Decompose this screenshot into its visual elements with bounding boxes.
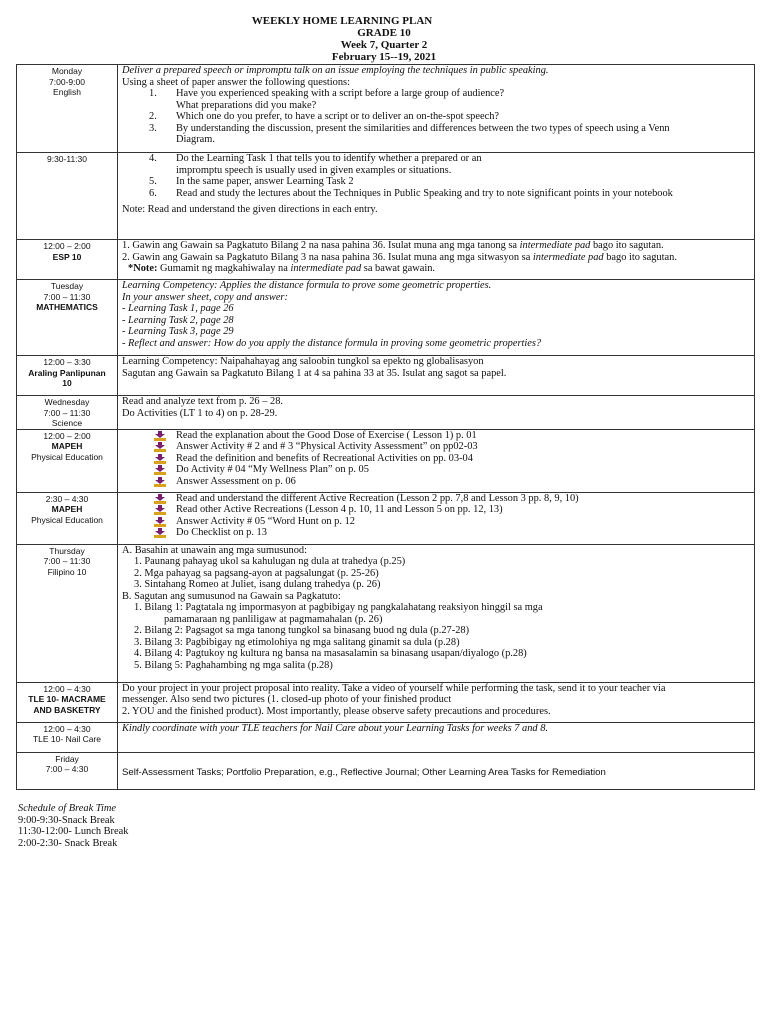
list-number: 2. [149,111,157,122]
subject-label: ESP 10 [52,251,82,262]
subject-label: TLE 10- MACRAME [28,694,106,704]
task-text: Self-Assessment Tasks; Portfolio Preparation, e.g., Reflective Journal; Other Learning Area Tasks for Remediation [122,766,606,778]
schedule-cell [17,396,118,430]
list-number: 6. [149,187,157,199]
bullet-arrow-icon [154,517,166,527]
list-item: 2. Bilang 2: Pagsagot sa mga tanong tungkol sa binasang buod ng dula (p.27-28) [134,625,470,636]
note-text: Note: Read and understand the given directions in each entry. [122,204,378,215]
task-text-italic: intermediate pad [519,240,591,251]
competency-text: Learning Competency: Applies the distance formula to prove some geometric properties. [122,280,492,291]
bullet-arrow-icon [154,528,166,538]
bullet-arrow-icon [154,431,166,441]
table-row [17,240,755,280]
bullet-arrow-icon [154,505,166,515]
list-item: By understanding the discussion, present the similarities and differences between the two types of speech using a Venn [176,122,670,134]
time-label: 12:00 – 4:30 [43,683,91,694]
time-label: 12:00 – 2:00 [43,241,91,251]
task-text: bago ito sagutan. [603,251,677,263]
table-row [17,544,755,682]
list-item: - Learning Task 3, page 29 [122,326,234,337]
bullet-arrow-icon [154,494,166,504]
table-row [17,396,755,430]
list-item: Read other Active Recreations (Lesson 4 p. 10, 11 and Lesson 5 on pp. 12, 13) [176,504,503,515]
list-number: 1. [149,88,157,99]
schedule-cell [17,280,118,356]
time-label: 7:00 – 11:30 [43,291,91,302]
task-text: bago ito sagutan. [590,240,664,251]
table-row [17,356,755,396]
note-text: Gumamit ng magkahiwalay na [157,263,291,274]
week-label: Week 7, Quarter 2 [340,39,428,51]
date-range: February 15--19, 2021 [331,51,437,63]
instruction-text: In your answer sheet, copy and answer: [122,291,288,303]
activity-cell [118,356,755,396]
bullet-arrow-icon [154,442,166,452]
day-label: Monday [51,66,83,76]
time-label: 12:00 – 4:30 [43,723,91,734]
day-label: Friday [55,753,79,764]
list-item: 3. Bilang 3: Pagbibigay ng etimolohiya ng mga salitang ginamit sa dula (p.28) [134,636,460,648]
task-text: Do your project in your project proposal into reality. Take a video of yourself while performing the task, send it to your teacher via [122,682,666,694]
list-item-continuation: What preparations did you make? [176,99,317,111]
schedule-cell [17,752,118,789]
list-item: Have you experienced speaking with a script before a large group of audience? [176,88,505,99]
subject-label: Science [51,418,83,428]
time-label: 2:30 – 4:30 [45,493,89,504]
list-item: 3. Sintahang Romeo at Juliet, isang dulang trahedya (p. 26) [134,579,381,590]
subject-label: English [53,87,81,97]
list-item: Do Checklist on p. 13 [176,527,267,538]
list-item: Answer Assessment on p. 06 [176,475,296,487]
table-row [17,682,755,722]
bullet-arrow-icon [154,477,166,487]
table-row [17,280,755,356]
instruction-text: Sagutan ang Gawain sa Pagkatuto Bilang 1 at 4 sa pahina 33 at 35. Isulat ang sagot sa papel. [122,367,507,379]
break-item: 2:00-2:30- Snack Break [18,837,118,849]
section-heading: A. Basahin at unawain ang mga sumusunod: [122,544,307,556]
activity-cell [118,752,755,789]
list-item: In the same paper, answer Learning Task 2 [176,176,354,187]
task-text: Kindly coordinate with your TLE teachers for Nail Care about your Learning Tasks for weeks 7 and 8. [122,722,549,734]
activity-cell [118,153,755,240]
task-text: 2. YOU and the finished product). Most importantly, please observe safety precautions and procedures. [122,705,551,717]
table-row [17,65,755,153]
list-item: Which one do you prefer, to have a script or to deliver an on-the-spot speech? [176,111,500,122]
list-item: Read the definition and benefits of Recreational Activities on pp. 03-04 [176,452,473,464]
list-item: Read and study the lectures about the Techniques in Public Speaking and try to note significant points in your notebook [176,187,673,199]
schedule-cell [17,682,118,722]
bullet-arrow-icon [154,454,166,464]
list-item: 4. Bilang 4: Pagtukoy ng kultura ng bansa na masasalamin sa binasang usapan/diyalogo (p.28) [134,648,527,659]
time-label: 12:00 – 3:30 [43,357,91,367]
list-item: - Learning Task 1, page 26 [122,303,234,314]
list-item-continuation: pamamaraan ng panliligaw at pagmamahalan (p. 26) [164,613,383,625]
list-item-continuation: impromptu speech is usually used in given examples or situations. [176,164,452,176]
list-item: 1. Bilang 1: Pagtatala ng impormasyon at pagbibigay ng pangkalahatang reaksiyon hinggil sa mga [134,602,543,613]
grade-label: GRADE 10 [357,27,411,39]
activity-cell [118,280,755,356]
subject-label: MAPEH [51,441,83,451]
break-schedule [18,803,128,849]
list-item: Read the explanation about the Good Dose of Exercise ( Lesson 1) p. 01 [176,429,477,441]
task-text: 2. Gawin ang Gawain sa Pagkatuto Bilang 3 na nasa pahina 36. Isulat muna ang mga sitwasyon sa [122,251,533,263]
task-text: 1. Gawin ang Gawain sa Pagkatuto Bilang 2 na nasa pahina 36. Isulat muna ang mga tanong sa [122,240,520,251]
section-heading: B. Sagutan ang sumusunod na Gawain sa Pagkatuto: [122,590,341,602]
subject-label: Physical Education [31,514,103,525]
schedule-cell [17,492,118,544]
list-item: Do Activity # 04 “My Wellness Plan” on p. 05 [176,464,369,475]
list-number: 4. [149,153,157,164]
activity-cell [118,682,755,722]
task-text: messenger. Also send two pictures (1. closed-up photo of your finished product [122,694,452,705]
break-item: 11:30-12:00- Lunch Break [18,826,129,837]
activity-cell [118,429,755,492]
day-label: Wednesday [44,397,90,407]
activity-cell [118,396,755,430]
activity-cell [118,65,755,153]
table-row [17,153,755,240]
note-text-italic: intermediate pad [290,263,362,274]
list-number: 3. [149,122,157,134]
time-label: 9:30-11:30 [46,154,87,164]
time-label: 7:00-9:00 [49,76,85,87]
schedule-cell [17,722,118,752]
schedule-cell [17,153,118,240]
time-label: 12:00 – 2:00 [43,430,91,441]
subject-label: Araling Panlipunan [28,367,106,378]
subject-label: Physical Education [31,451,103,462]
note-label: *Note: [128,263,158,274]
schedule-cell [17,240,118,280]
instruction-text: Using a sheet of paper answer the following questions: [122,76,350,88]
table-row [17,722,755,752]
list-item: 5. Bilang 5: Paghahambing ng mga salita (p.28) [134,659,333,671]
table-row [17,429,755,492]
subject-label: Filipino 10 [47,566,87,577]
list-item-continuation: Diagram. [176,134,215,145]
table-row [17,752,755,789]
list-number: 5. [149,176,157,187]
bullet-arrow-icon [154,465,166,475]
schedule-cell [17,356,118,396]
subject-label: MATHEMATICS [36,302,98,312]
task-text-italic: intermediate pad [532,251,604,263]
learning-plan-table [16,64,755,790]
break-schedule-title: Schedule of Break Time [18,803,117,814]
list-item: - Reflect and answer: How do you apply the distance formula in proving some geometric properties? [122,337,542,349]
list-item: 2. Mga pahayag sa pagsang-ayon at pagsalungat (p. 25-26) [134,567,379,579]
subject-label: TLE 10- Nail Care [32,734,102,744]
time-label: 7:00 – 4:30 [45,764,89,774]
activity-cell [118,492,755,544]
competency-text: Learning Competency: Naipahahayag ang saloobin tungkol sa epekto ng globalisasyon [122,356,484,367]
subject-label: 10 [62,378,72,388]
list-item: Do the Learning Task 1 that tells you to identify whether a prepared or an [176,153,482,164]
task-text: Do Activities (LT 1 to 4) on p. 28-29. [122,407,278,419]
day-label: Tuesday [50,281,84,291]
subject-label: AND BASKETRY [33,704,101,715]
list-item: Read and understand the different Active Recreation (Lesson 2 pp. 7,8 and Lesson 3 pp. 8, 9, 10) [176,492,579,504]
break-item: 9:00-9:30-Snack Break [18,814,115,826]
subject-label: MAPEH [51,504,83,514]
list-item: - Learning Task 2, page 28 [122,314,234,326]
table-row [17,492,755,544]
list-item: Answer Activity # 2 and # 3 “Physical Activity Assessment” on pp02-03 [176,441,478,452]
day-label: Thursday [49,545,85,556]
document-title: WEEKLY HOME LEARNING PLAN [251,15,433,27]
competency-text: Deliver a prepared speech or impromptu talk on an issue employing the techniques in public speaking. [122,65,549,76]
note-text: sa bawat gawain. [361,263,436,274]
schedule-cell [17,65,118,153]
activity-cell [118,544,755,682]
list-item: 1. Paunang pahayag ukol sa kahulugan ng dula at trahedya (p.25) [134,556,406,567]
time-label: 7:00 – 11:30 [43,407,91,418]
list-item: Answer Activity # 05 “Word Hunt on p. 12 [176,515,355,527]
schedule-cell [17,544,118,682]
activity-cell [118,240,755,280]
time-label: 7:00 – 11:30 [43,556,91,566]
activity-cell [118,722,755,752]
task-text: Read and analyze text from p. 26 – 28. [122,396,284,407]
schedule-cell [17,429,118,492]
